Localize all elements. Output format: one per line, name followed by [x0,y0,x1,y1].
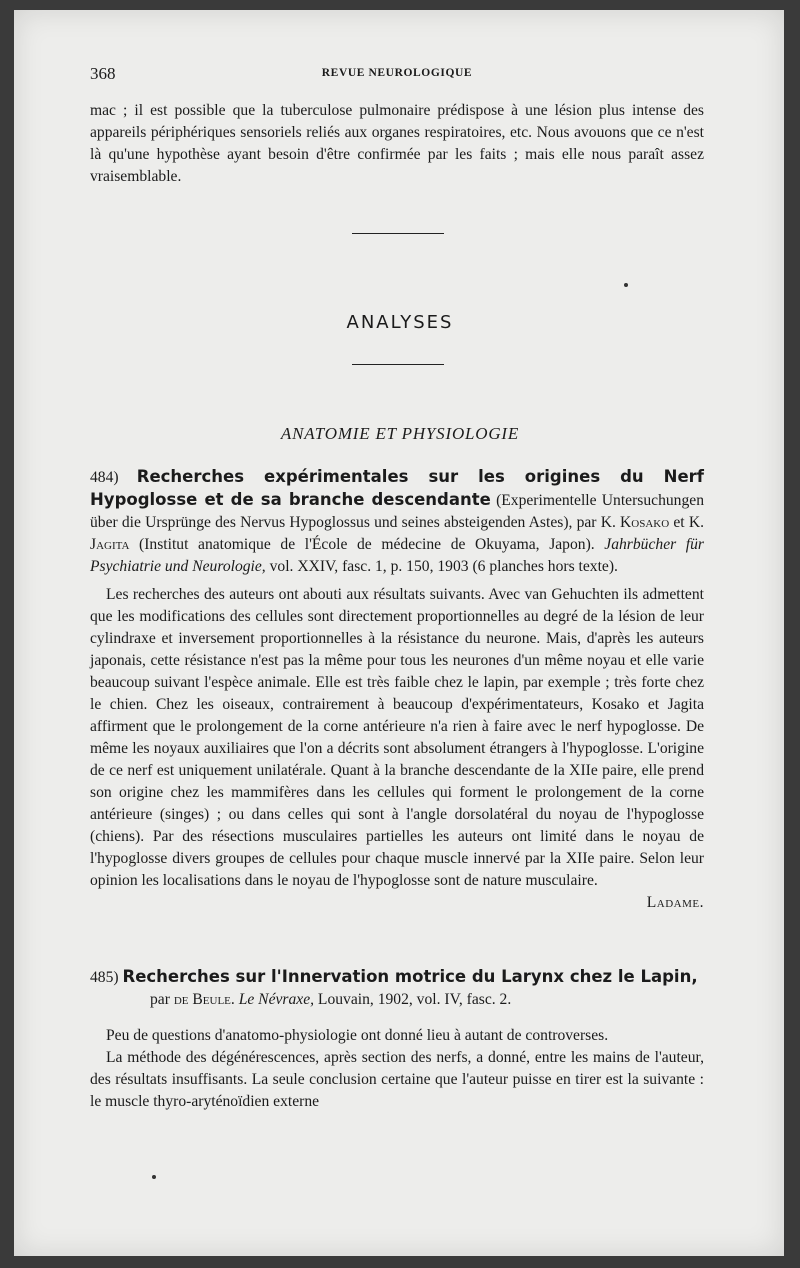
entry-484-title: Recherches expérimentales sur les origines du Nerf Hypoglosse et de sa branche descendante [90,467,704,509]
entry-485-citation [90,966,704,989]
entry-484-conjunction: et [669,514,689,531]
entry-485-author: de Beule [173,991,231,1008]
separator-rule-top [352,233,444,234]
entry-485-by: par [150,991,174,1008]
entry-484-signature: Ladame. [646,894,704,911]
section-title: ANATOMIE ET PHYSIOLOGIE [280,424,520,443]
entry-485-paragraph-1: Peu de questions d'anatomo-physiologie ont donné lieu à autant de controverses. [106,1027,609,1044]
intro-text: mac ; il est possible que la tuberculose pulmonaire prédispose à une lésion plus intense des appareils périphériques sensoriels reliés aux organes respiratoires, etc. Nous avouons que ce n'est là qu'une hypothèse ayant besoin d'être confirmée par les faits ; mais elle nous paraît assez vraisemblable. [90,102,704,185]
page-number: 368 [90,64,116,83]
entry-484-journal: Jahrbücher für Psychiatrie und Neurologie, [90,536,705,575]
entry-485-volume: Louvain, 1902, vol. IV, fasc. 2. [314,991,512,1008]
entry-484-citation-text: (Experimentelle Untersuchungen über die Ursprünge des Nervus Hypoglossus und seines absteigenden Astes), par [90,492,704,531]
entry-485-sep: . [230,991,239,1008]
entry-484-author-1: K. Kosako [600,514,670,531]
entry-485-paragraph-2: La méthode des dégénérescences, après section des nerfs, a donné, entre les mains de l'auteur, des résultats insuffisants. La seule conclusion certaine que l'auteur puisse en tirer est la suivante : le muscle thyro-aryténoïdien externe [90,1049,704,1110]
entry-485-journal: Le Névraxe, [238,991,315,1008]
entry-484-citation [90,466,704,578]
entry-484 [90,466,704,914]
entry-484-institution: (Institut anatomique de l'École de médecine de Okuyama, Japon). [129,536,605,553]
entry-485-title: Recherches sur l'Innervation motrice du Larynx chez le Lapin, [122,967,698,986]
speck [624,283,628,287]
entry-484-number: 484) [90,469,119,486]
entry-484-author-2: K. Jagita [90,514,704,553]
running-title: REVUE NEUROLOGIQUE [321,67,473,79]
page-header [90,64,704,86]
separator-rule-bottom [352,364,444,365]
entry-485 [90,966,704,1113]
entry-484-body: Les recherches des auteurs ont abouti aux résultats suivants. Avec van Gehuchten ils admettent que les modifications des cellules sont directement proportionnelles au degré de la lésion de leur cylindraxe et inversement proportionnelles à la résistance du neurone. Mais, d'après les auteurs japonais, cette résistance n'est pas la même pour tous les neurones d'un même noyau et elle varie beaucoup suivant l'espèce animale. Elle est très faible chez le lapin, par exemple ; très forte chez le chien. Chez les oiseaux, contrairement à beaucoup d'expérimentateurs, Kosako et Jagita affirment que le prolongement de la corne antérieure n'a rien à faire avec le nerf hypoglosse. De même les noyaux auxiliaires que l'on a décrits sont absolument étrangers à l'hypoglosse. L'origine de ce nerf est uniquement unilatérale. Quant à la branche descendante de la XIIe paire, elle prend son origine chez les mammifères dans les cellules qui forment le prolongement de la corne antérieure (singes) ; ou dans celles qui sont à l'angle dorsolatéral du noyau de l'hypoglosse (chiens). Par des résections musculaires partielles les auteurs ont limité dans le noyau de l'hypoglosse divers groupes de cellules pour chaque muscle innervé par la XIIe paire. Selon leur opinion les localisations dans le noyau de l'hypoglosse sont de nature musculaire. [90,586,704,889]
entry-485-byline [90,989,704,1011]
entry-484-volume: vol. XXIV, fasc. 1, p. 150, 1903 (6 planches hors texte). [265,558,618,575]
analyses-heading: ANALYSES [346,312,454,333]
entry-485-number: 485) [90,969,119,986]
intro-paragraph [90,100,704,188]
speck [152,1175,156,1179]
